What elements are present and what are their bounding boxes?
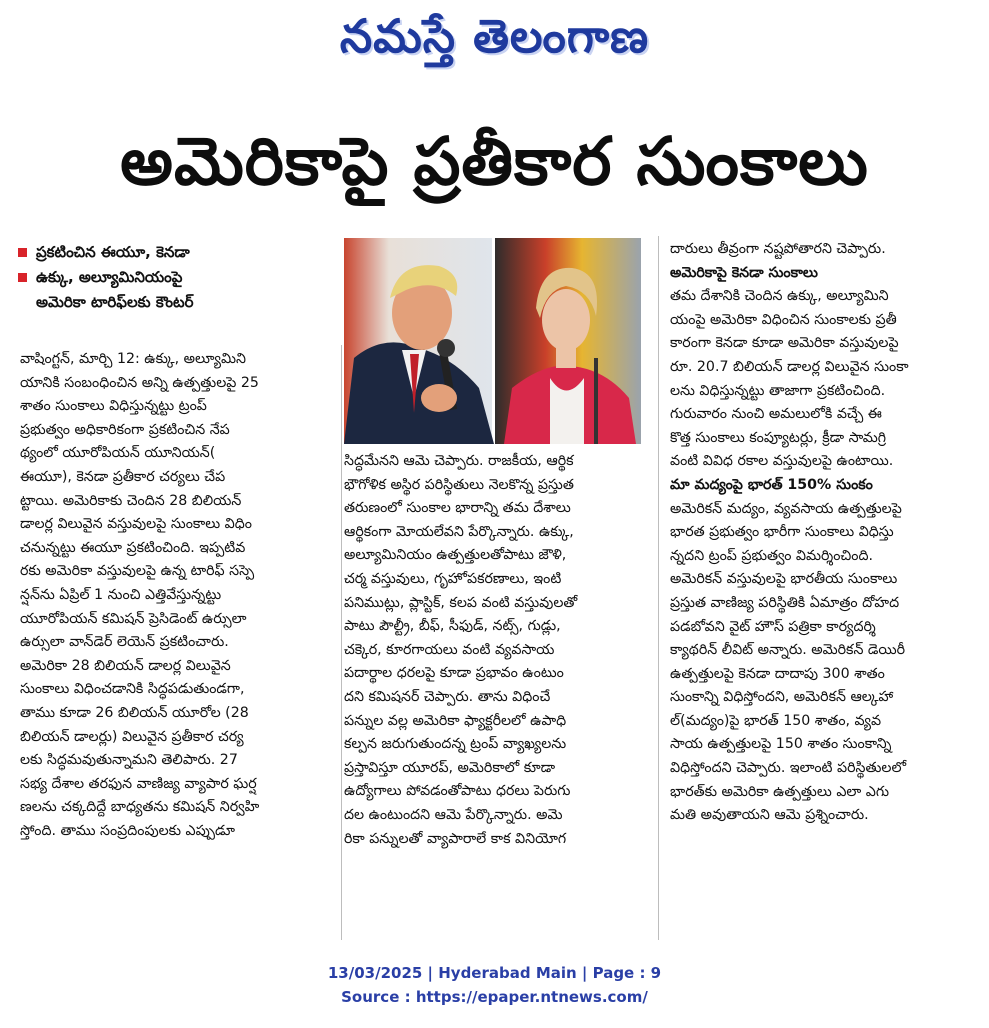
news-photo	[344, 238, 641, 444]
article-line: క్యాథరిన్ లీవిట్ అన్నారు. అమెరికన్ డెయిరీ	[670, 642, 906, 659]
article-line: సాయ ఉత్పత్తులపై 150 శాతం సుంకాన్ని	[670, 736, 892, 753]
article-line: ఉర్సులా వాన్‌డెర్ లెయెన్ ప్రకటించారు.	[20, 634, 229, 651]
article-line: లను విధిస్తున్నట్టు తాజాగా ప్రకటించింది.	[670, 382, 886, 399]
footer-date-line: 13/03/2025 | Hyderabad Main | Page : 9	[327, 964, 662, 982]
article-line: రూ. 20.7 బిలియన్ డాలర్ల విలువైన సుంకా	[670, 358, 909, 375]
article-column-3	[670, 238, 970, 828]
article-line: శాతం సుంకాలు విధిస్తున్నట్టు ట్రంప్	[20, 398, 207, 415]
column-rule	[341, 345, 342, 940]
article-line: యంపై అమెరికా విధించిన సుంకాలకు ప్రతీ	[670, 311, 897, 328]
article-line: దని కమిషనర్ చెప్పారు. తాను విధించే	[344, 688, 551, 705]
article-line: వంటి వివిధ రకాల వస్తువులపై ఉంటాయి.	[670, 453, 894, 470]
article-line: పాటు పౌల్ట్రీ, బీఫ్, సీఫుడ్, నట్స్, గుడ్లు,	[344, 618, 561, 635]
article-line: తాము కూడా 26 బిలియన్ యూరోల (28	[20, 704, 249, 721]
article-line: తమ దేశానికి చెందిన ఉక్కు, అల్యూమిని	[670, 288, 889, 305]
article-line: సుంకాలు విధించడానికి సిద్ధపడుతుండగా,	[20, 681, 245, 698]
article-line: తరుణంలో సుంకాల భారాన్ని తమ దేశాలు	[344, 500, 571, 517]
article-line: పన్నుల వల్ల అమెరికా ఫ్యాక్టరీలలో ఉపాధి	[344, 712, 567, 729]
masthead-title: నమస్తే తెలంగాణ	[339, 9, 650, 63]
article-line: రకు అమెరికా వస్తువులపై ఉన్న టారిఫ్ సస్పె	[20, 563, 255, 580]
headline: అమెరికాపై ప్రతీకార సుంకాలు	[120, 123, 869, 200]
article-line: పడబోవని వైట్ హౌస్ పత్రికా కార్యదర్శి	[670, 618, 876, 635]
leaders-photo-illustration	[344, 238, 641, 444]
article-line: స్తోంది. తాము సంప్రదింపులకు ఎప్పుడూ	[20, 822, 236, 839]
article-line: డాలర్ల విలువైన వస్తువులపై సుంకాలు విధిం	[20, 516, 252, 533]
article-line: ణలను చక్కదిద్దే బాధ్యతను కమిషన్ నిర్వహి	[20, 799, 260, 816]
article-line: బిలియన్ డాలర్లు) విలువైన ప్రతీకార చర్య	[20, 728, 244, 745]
article-column-1	[20, 348, 338, 843]
article-line: యానికి సంబంధించిన అన్ని ఉత్పత్తులపై 25	[20, 374, 259, 391]
article-line: దల ఉంటుందని ఆమె పేర్కొన్నారు. అమె	[344, 806, 563, 823]
article-line: విధిస్తోందని చెప్పారు. ఇలాంటి పరిస్థితులలో	[670, 760, 907, 777]
bullet-item	[14, 265, 334, 315]
bullet-square-icon	[18, 248, 27, 257]
article-line: ఈయూ), కెనడా ప్రతీకార చర్యలు చేప	[20, 468, 226, 485]
bullet-list	[14, 240, 334, 315]
article-line: భౌగోళిక అస్థిర పరిస్థితులు నెలకొన్న ప్రస్తుత	[344, 476, 574, 493]
article-line: ప్రభుత్వం అధికారికంగా ప్రకటించిన నేప	[20, 421, 230, 438]
article-line: సభ్య దేశాల తరఫున వాణిజ్య వ్యాపార ఘర్ష	[20, 775, 257, 792]
subheading: అమెరికాపై కెనడా సుంకాలు	[670, 264, 818, 281]
article-line: ఉద్యోగాలు పోవడంతోపాటు ధరలు పెరుగు	[344, 783, 571, 800]
footer-source-line: Source : https://epaper.ntnews.com/	[341, 988, 648, 1006]
article-line: థ్యంలో యూరోపియన్ యూనియన్(	[20, 445, 216, 462]
article-line: ఉత్పత్తులపై కెనడా దాదాపు 300 శాతం	[670, 665, 885, 682]
bullet-text: ఉక్కు, అల్యూమినియంపై	[36, 268, 183, 286]
subheading: మా మద్యంపై భారత్ 150% సుంకం	[670, 476, 873, 493]
article-line: యూరోపియన్ కమిషన్ ప్రెసిడెంట్ ఉర్సులా	[20, 610, 247, 627]
column-rule	[658, 236, 659, 940]
article-line: కొత్త సుంకాలు కంప్యూటర్లు, క్రీడా సామగ్రి	[670, 429, 887, 446]
article-line: మతి అవుతాయని ఆమె ప్రశ్నించారు.	[670, 807, 869, 824]
article-line: వాషింగ్టన్, మార్చి 12: ఉక్కు, అల్యూమిని	[20, 351, 246, 367]
article-line: ఆర్థికంగా మోయలేవని పేర్కొన్నారు. ఉక్కు,	[344, 523, 574, 540]
article-line: చక్కెర, కూరగాయలు వంటి వ్యవసాయ	[344, 641, 555, 658]
article-line: అమెరికన్ మద్యం, వ్యవసాయ ఉత్పత్తులపై	[670, 500, 902, 517]
article-line: చనున్నట్టు ఈయూ ప్రకటించింది. ఇప్పటివ	[20, 539, 246, 556]
article-line: ట్టాయి. అమెరికాకు చెందిన 28 బిలియన్	[20, 492, 242, 509]
article-line: అమెరికా 28 బిలియన్ డాలర్ల విలువైన	[20, 657, 231, 674]
bullet-item	[14, 240, 334, 265]
article-line: కారంగా కెనడా కూడా అమెరికా వస్తువులపై	[670, 335, 899, 352]
article-line: ల్(మద్యం)పై భారత్ 150 శాతం, వ్యవ	[670, 712, 882, 729]
article-line: ప్రస్తావిస్తూ యూరప్, అమెరికాలో కూడా	[344, 759, 556, 776]
bullet-square-icon	[18, 273, 27, 282]
article-line: లకు సిద్ధమవుతున్నామని తెలిపారు. 27	[20, 752, 238, 769]
article-line: కల్పన జరుగుతుందన్న ట్రంప్ వ్యాఖ్యలను	[344, 736, 567, 753]
article-line: న్షన్‌ను ఏప్రిల్ 1 నుంచి ఎత్తివేస్తున్నట్టు	[20, 586, 222, 603]
article-line: ప్రస్తుత వాణిజ్య పరిస్థితికి ఏమాత్రం దోహద	[670, 594, 900, 611]
article-line: సుంకాన్ని విధిస్తోందని, అమెరికన్ ఆల్కహా	[670, 689, 894, 706]
article-line: చర్మ వస్తువులు, గృహోపకరణాలు, ఇంటి	[344, 570, 562, 587]
article-line: భారత్‌కు అమెరికా ఉత్పత్తులు ఎలా ఎగు	[670, 783, 890, 800]
article-line: గురువారం నుంచి అమలులోకి వచ్చే ఈ	[670, 406, 882, 423]
article-line: రికా పన్నులతో వ్యాపారాలే కాక వినియోగ	[344, 830, 567, 847]
article-line: భారత ప్రభుత్వం భారీగా సుంకాలు విధిస్తు	[670, 524, 894, 541]
bullet-text: ప్రకటించిన ఈయూ, కెనడా	[36, 243, 190, 261]
article-line: పదార్థాల ధరలపై కూడా ప్రభావం ఉంటుం	[344, 665, 564, 682]
article-column-2	[344, 450, 644, 851]
article-line: న్నదని ట్రంప్ ప్రభుత్వం విమర్శించింది.	[670, 547, 873, 564]
article-line: పనిముట్లు, ప్లాస్టిక్, కలప వంటి వస్తువులతో	[344, 594, 578, 611]
article-line: సిద్ధమేనని ఆమె చెప్పారు. రాజకీయ, ఆర్థిక	[344, 453, 574, 469]
article-line: అమెరికన్ వస్తువులపై భారతీయ సుంకాలు	[670, 571, 898, 588]
article-line: దారులు తీవ్రంగా నష్టపోతారని చెప్పారు.	[670, 241, 886, 257]
article-line: అల్యూమినియం ఉత్పత్తులతోపాటు జౌళి,	[344, 547, 567, 564]
bullet-text-continued: అమెరికా టారిఫ్‌లకు కౌంటర్	[36, 293, 194, 311]
